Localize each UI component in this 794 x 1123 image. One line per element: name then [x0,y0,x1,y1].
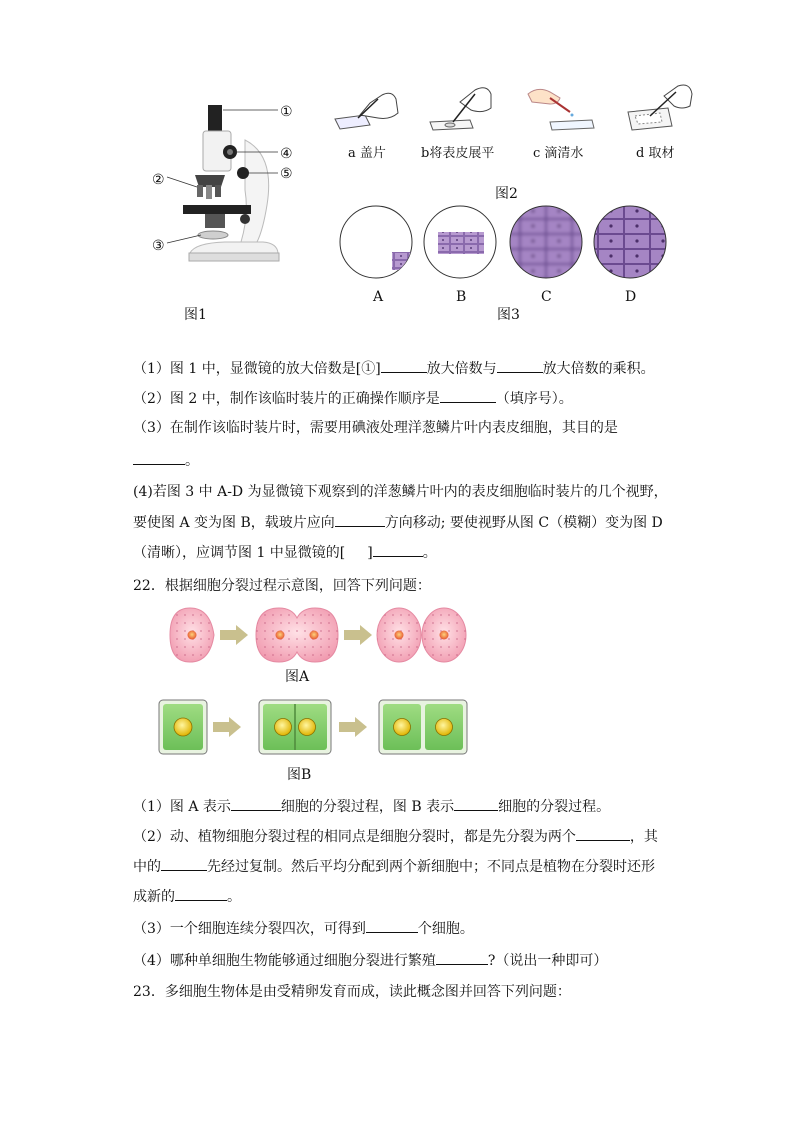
answer-blank[interactable] [133,450,185,465]
q21-item-4-line3: （清晰），应调节图 1 中显微镜的[ ] 。 [133,542,437,563]
fig1-marker-3: ③ [152,238,165,254]
q21-item-1: （1）图 1 中，显微镜的放大倍数是[①] 放大倍数与 放大倍数的乘积。 [133,358,655,379]
hand-needle-icon [425,82,505,134]
figure-b-caption: 图B [287,767,312,783]
q21-item-3-cont: 。 [133,450,199,471]
plant-cell-division-diagram [157,698,469,756]
figure-a-animal-division [166,604,472,666]
answer-blank[interactable] [366,918,418,933]
answer-blank[interactable] [576,826,630,841]
dropper-icon [520,82,600,134]
q22-item-1: （1）图 A 表示 细胞的分裂过程，图 B 表示 细胞的分裂过程。 [133,796,610,817]
answer-blank[interactable] [497,358,543,373]
figure-b-plant-division [157,698,469,756]
fig1-marker-1: ① [280,104,293,120]
fig2-step-d-label: d 取材 [636,146,675,161]
fig2-step-b-drawing [425,82,505,134]
fig2-caption: 图2 [495,186,518,202]
figure-a-caption: 图A [285,669,310,685]
fig3-caption: 图3 [497,307,520,323]
q22-item-4: （4）哪种单细胞生物能够通过细胞分裂进行繁殖 ?（说出一种即可） [133,950,607,971]
fig2-step-d-drawing [620,82,700,134]
microscope-illustration [145,95,310,275]
q21-item-3: （3）在制作该临时装片时，需要用碘液处理洋葱鳞片叶内表皮细胞，其目的是 [133,420,618,436]
answer-blank[interactable] [231,796,281,811]
hand-coverslip-icon [330,85,410,135]
fig3-label-B: B [456,289,467,305]
answer-blank[interactable] [436,950,488,965]
answer-bracket-blank[interactable] [345,543,367,557]
animal-cell-division-diagram [166,604,472,666]
fig2-step-a-label: a 盖片 [348,146,386,161]
figure-1-microscope [145,95,310,275]
fig1-caption: 图1 [184,307,207,323]
answer-blank[interactable] [335,512,385,527]
fig2-step-a-drawing [330,85,410,135]
q22-title: 22．根据细胞分裂过程示意图，回答下列问题： [133,578,431,594]
fig3-label-C: C [541,289,552,305]
answer-blank[interactable] [454,796,498,811]
fields-of-view [338,204,678,284]
fig3-label-D: D [625,289,637,305]
fig3-label-A: A [373,289,384,305]
q21-item-4-line2: 要使图 A 变为图 B，载玻片应向 方向移动; 要使视野从图 C（模糊）变为图 D [133,512,663,533]
answer-blank[interactable] [175,886,227,901]
q22-item-2-line2: 中的 先经过复制。然后平均分配到两个新细胞中；不同点是植物在分裂时还形 [133,856,655,877]
q22-item-3: （3）一个细胞连续分裂四次，可得到 个细胞。 [133,918,474,939]
q22-item-2-line3: 成新的 。 [133,886,241,907]
answer-blank[interactable] [373,542,423,557]
q23-title: 23．多细胞生物体是由受精卵发育而成，读此概念图并回答下列问题： [133,984,571,1000]
answer-blank[interactable] [381,358,427,373]
q21-item-2: （2）图 2 中，制作该临时装片的正确操作顺序是 （填序号）。 [133,388,573,409]
fig2-step-b-label: b将表皮展平 [421,146,495,161]
fig2-step-c-drawing [520,82,600,134]
fig1-marker-5: ⑤ [280,166,293,182]
answer-blank[interactable] [440,388,496,403]
fig2-step-c-label: c 滴清水 [533,146,584,161]
forceps-icon [620,82,700,134]
q22-item-2-line1: （2）动、植物细胞分裂过程的相同点是细胞分裂时，都是先分裂为两个 ，其 [133,826,658,847]
figure-3-views [338,204,678,284]
answer-blank[interactable] [161,856,207,871]
fig1-marker-2: ② [152,172,165,188]
fig1-marker-4: ④ [280,146,293,162]
q21-item-4-line1: (4)若图 3 中 A-D 为显微镜下观察到的洋葱鳞片叶内的表皮细胞临时装片的几个视野， [133,484,668,500]
